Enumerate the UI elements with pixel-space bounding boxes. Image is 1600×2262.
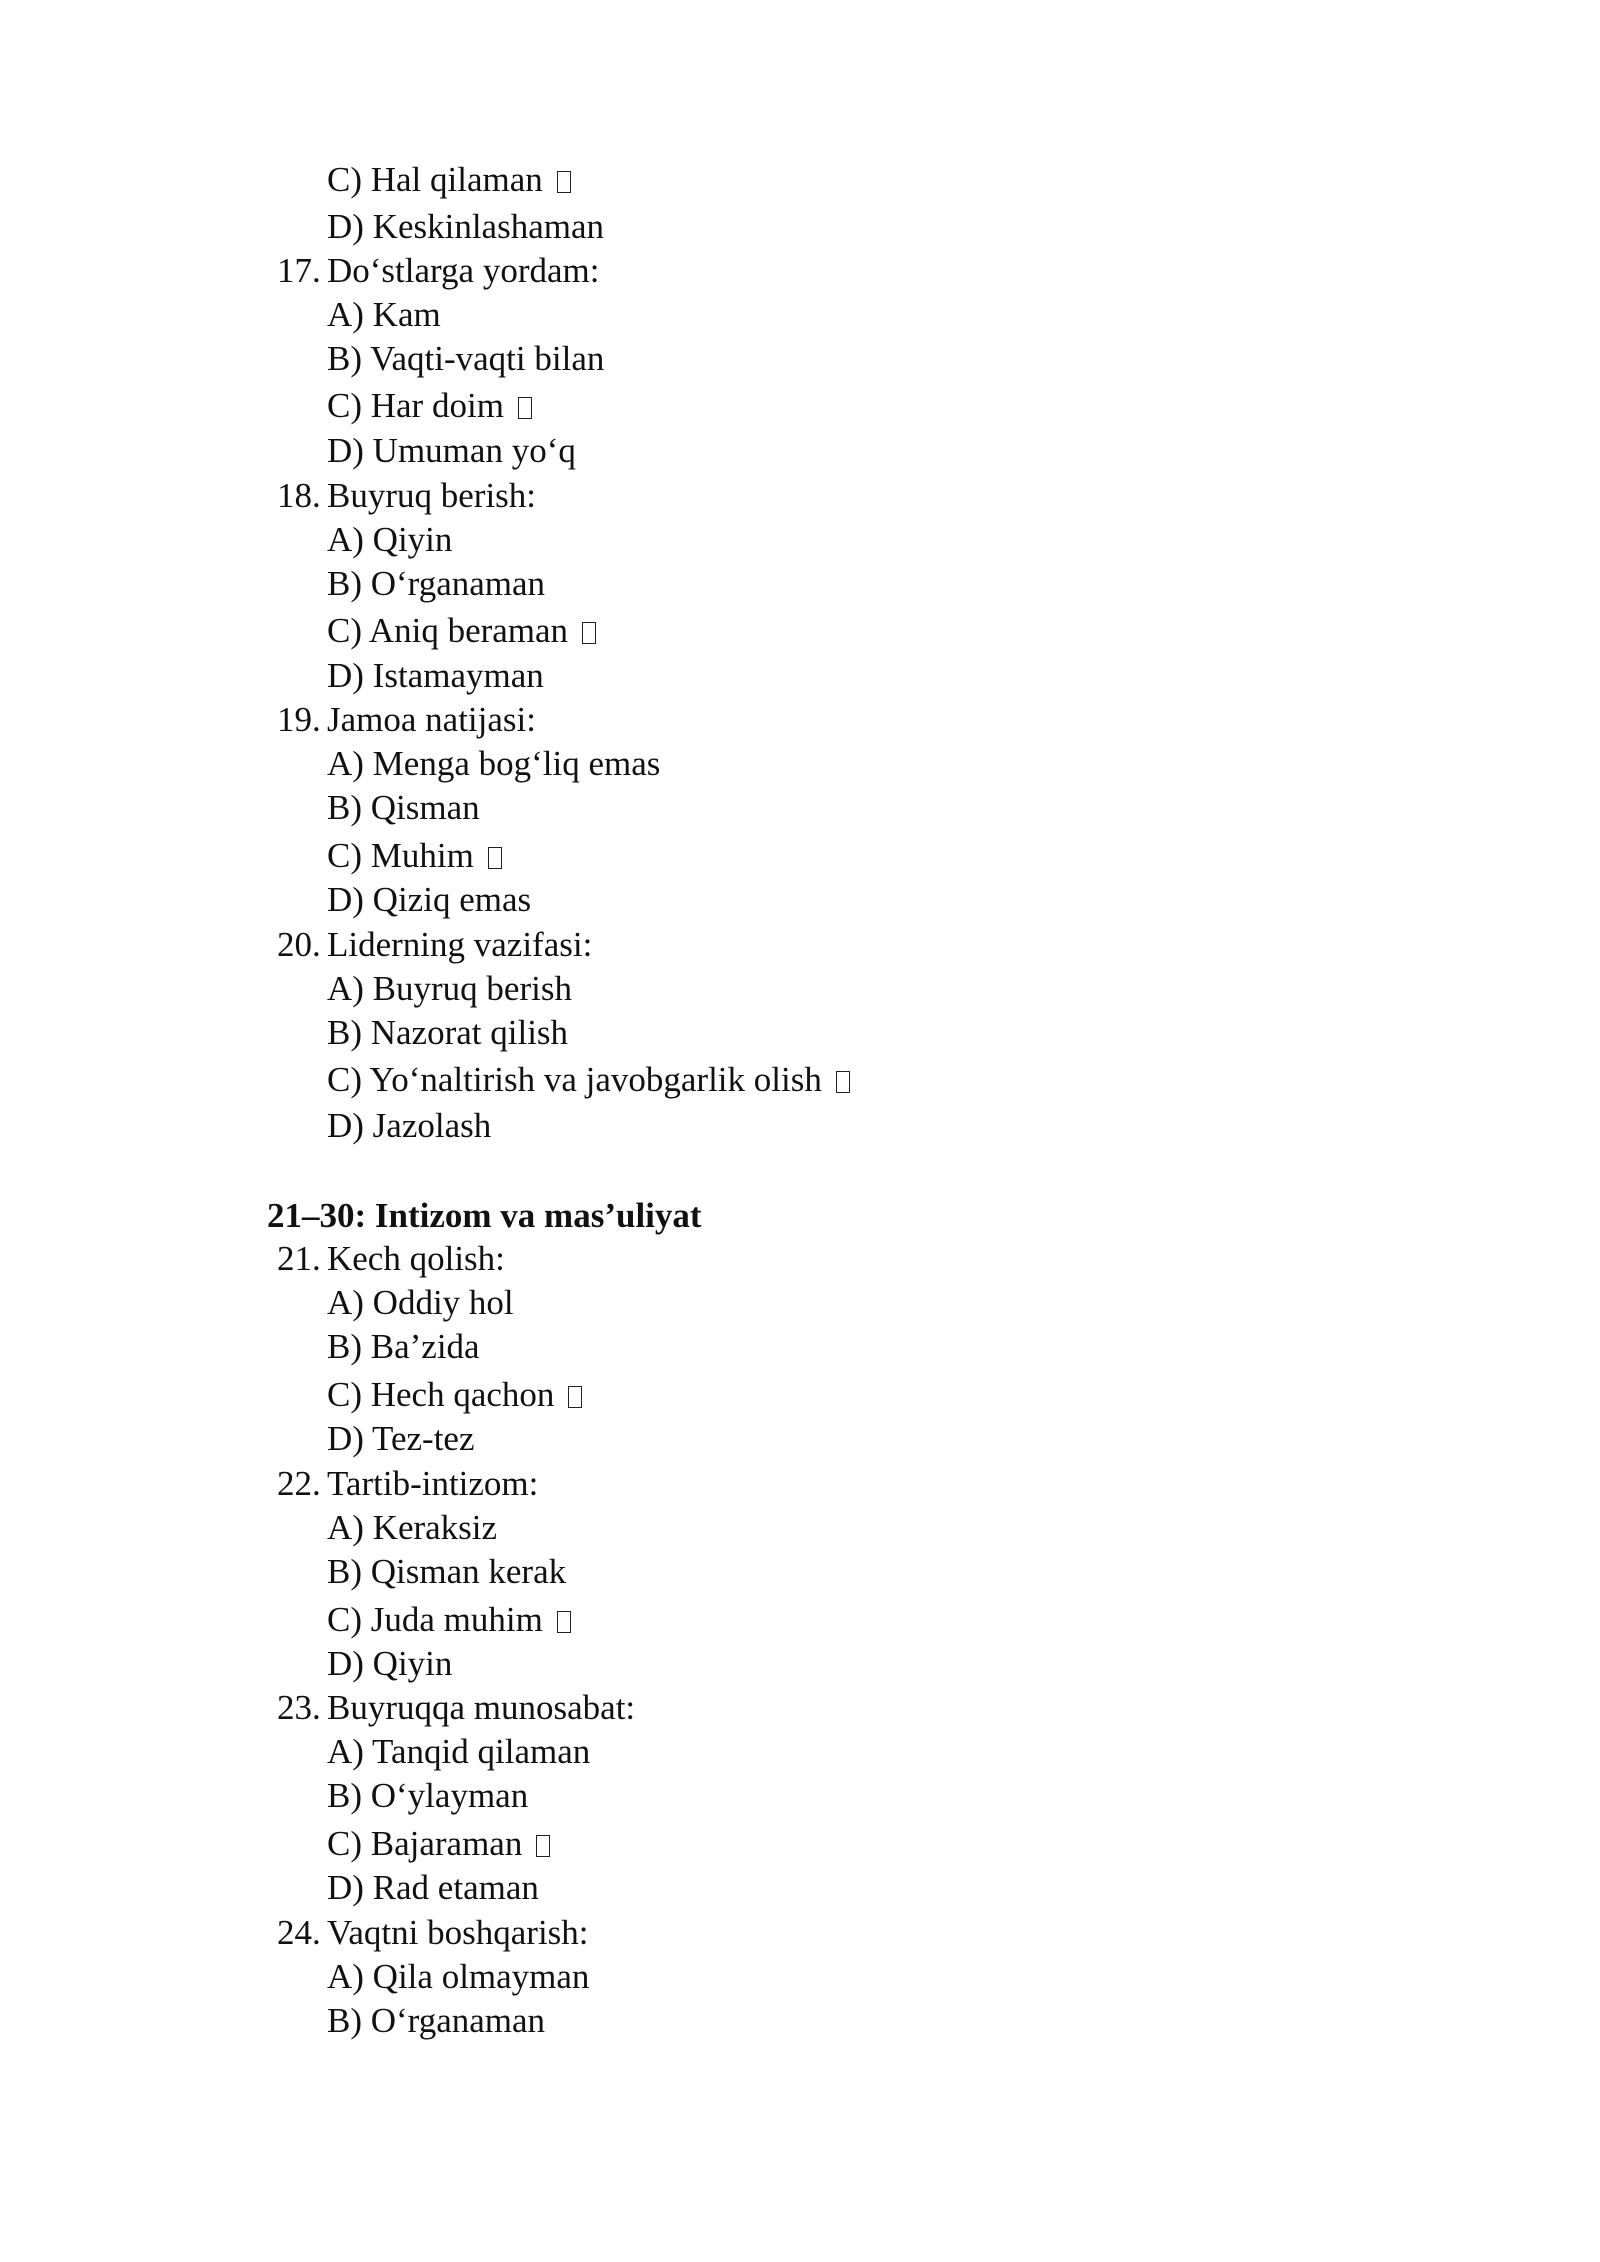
question-text: Do‘stlarga yordam: — [327, 251, 600, 290]
answer-option-text: A) Buyruq berish — [327, 969, 572, 1008]
answer-option-text: C) Bajaraman — [327, 1824, 523, 1863]
checkbox-mark-icon — [488, 847, 502, 869]
answer-option-text: A) Tanqid qilaman — [327, 1732, 591, 1771]
question-row — [0, 1239, 1600, 1279]
answer-option-text: A) Oddiy hol — [327, 1283, 514, 1322]
answer-option-text: C) Muhim — [327, 836, 474, 875]
answer-option — [327, 1776, 528, 1816]
answer-option-text: B) O‘rganaman — [327, 564, 546, 603]
answer-option-text: D) Rad etaman — [327, 1868, 539, 1907]
answer-option — [327, 880, 531, 920]
question-number: 24. — [277, 1913, 321, 1952]
answer-option-selected — [327, 836, 502, 876]
answer-option-text: D) Umuman yo‘q — [327, 431, 576, 470]
answer-option — [327, 207, 604, 247]
answer-option — [327, 788, 480, 828]
answer-option — [327, 431, 576, 471]
question-row — [0, 1688, 1600, 1728]
answer-option — [327, 1552, 566, 1592]
answer-option — [327, 1106, 491, 1146]
answer-option-text: A) Menga bog‘liq emas — [327, 744, 661, 783]
answer-option — [327, 1644, 452, 1684]
answer-option — [327, 969, 572, 1009]
answer-option-text: D) Keskinlashaman — [327, 207, 605, 246]
checkbox-mark-icon — [557, 171, 571, 193]
answer-option — [327, 295, 441, 335]
answer-option — [327, 1868, 539, 1908]
answer-option-text: B) O‘rganaman — [327, 2001, 546, 2040]
answer-option-text: A) Kam — [327, 295, 441, 334]
answer-option-text: B) Qisman kerak — [327, 1552, 567, 1591]
question-number: 20. — [277, 925, 321, 964]
answer-option-text: C) Yo‘naltirish va javobgarlik olish — [327, 1060, 822, 1099]
answer-option — [327, 339, 604, 379]
checkbox-mark-icon — [557, 1611, 571, 1633]
question-text: Buyruqqa munosabat: — [327, 1688, 636, 1727]
answer-option — [327, 1283, 514, 1323]
answer-option — [327, 564, 545, 604]
answer-option-text: D) Istamayman — [327, 656, 544, 695]
answer-option-text: C) Aniq beraman — [327, 611, 569, 650]
question-number: 21. — [277, 1239, 321, 1278]
answer-option-selected — [327, 386, 532, 426]
checkbox-mark-icon — [836, 1071, 850, 1093]
question-number: 23. — [277, 1688, 321, 1727]
question-text: Vaqtni boshqarish: — [327, 1913, 589, 1952]
answer-option — [327, 1013, 568, 1053]
answer-option-text: B) Qisman — [327, 788, 480, 827]
answer-option-text: A) Qiyin — [327, 520, 453, 559]
answer-option-text: C) Har doim — [327, 386, 504, 425]
checkbox-mark-icon — [536, 1835, 550, 1857]
answer-option-selected — [327, 160, 571, 200]
answer-option — [327, 1957, 589, 1997]
answer-option-text: C) Juda muhim — [327, 1600, 543, 1639]
question-row — [0, 1464, 1600, 1504]
answer-option — [327, 1508, 497, 1548]
answer-option — [327, 1419, 475, 1459]
question-number: 19. — [277, 700, 321, 739]
question-number: 18. — [277, 476, 321, 515]
question-row — [0, 476, 1600, 516]
answer-option-text: D) Jazolash — [327, 1106, 492, 1145]
section-heading: 21–30: Intizom va mas’uliyat — [267, 1196, 702, 1235]
answer-option — [327, 1327, 480, 1367]
answer-option-text: B) O‘ylayman — [327, 1776, 529, 1815]
checkbox-mark-icon — [582, 622, 596, 644]
answer-option-text: D) Qiziq emas — [327, 880, 532, 919]
question-text: Buyruq berish: — [327, 476, 537, 515]
answer-option-selected — [327, 1824, 550, 1864]
checkbox-mark-icon — [518, 397, 532, 419]
question-number: 22. — [277, 1464, 321, 1503]
question-text: Tartib-intizom: — [327, 1464, 539, 1503]
answer-option-selected — [327, 611, 596, 651]
answer-option-text: B) Nazorat qilish — [327, 1013, 569, 1052]
question-number: 17. — [277, 251, 321, 290]
answer-option-selected — [327, 1600, 571, 1640]
answer-option-text: B) Ba’zida — [327, 1327, 480, 1366]
answer-option — [327, 520, 452, 560]
answer-option-selected — [327, 1375, 582, 1415]
answer-option-text: A) Keraksiz — [327, 1508, 498, 1547]
answer-option-text: C) Hech qachon — [327, 1375, 555, 1414]
question-row — [0, 1913, 1600, 1953]
question-row — [0, 700, 1600, 740]
checkbox-mark-icon — [568, 1386, 582, 1408]
answer-option-text: C) Hal qilaman — [327, 160, 543, 199]
answer-option — [327, 1732, 590, 1772]
answer-option-text: B) Vaqti-vaqti bilan — [327, 339, 605, 378]
question-text: Liderning vazifasi: — [327, 925, 593, 964]
question-row — [0, 925, 1600, 965]
question-text: Jamoa natijasi: — [327, 700, 536, 739]
answer-option — [327, 744, 660, 784]
answer-option-text: A) Qila olmayman — [327, 1957, 590, 1996]
answer-option-text: D) Tez-tez — [327, 1419, 475, 1458]
answer-option-selected — [327, 1060, 850, 1100]
question-text: Kech qolish: — [327, 1239, 505, 1278]
answer-option-text: D) Qiyin — [327, 1644, 453, 1683]
answer-option — [327, 2001, 545, 2041]
answer-option — [327, 656, 544, 696]
question-row — [0, 251, 1600, 291]
